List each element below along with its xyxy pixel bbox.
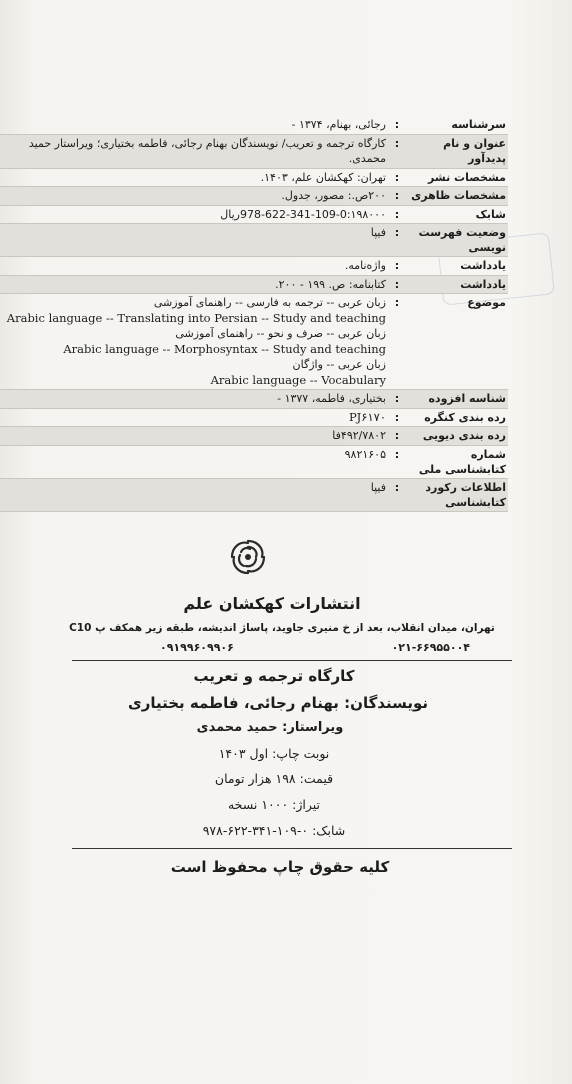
cip-row [0,409,508,428]
cip-row [0,135,508,169]
cip-row-value [0,295,386,388]
cip-row [0,169,508,188]
cip-row-value [0,136,386,167]
colophon-edition: نوبت چاپ: اول ۱۴۰۳ [218,746,330,761]
cip-row-label: مشخصات نشر [428,170,506,184]
cip-row-colon: : [394,447,400,461]
cip-row [0,257,508,276]
cip-row-label: سرشناسه [451,118,506,131]
cip-value-line: 978-622-341-109-0:۱۹۸۰۰۰ریال [220,207,386,221]
publisher-phone-landline: ۰۲۱-۶۶۹۵۵۰۰۴ [391,641,470,654]
cip-value-line: فیپا [370,480,386,494]
cip-row-label: شماره کتابشناسی ملی [418,447,506,476]
copyright-notice: کلیه حقوق چاپ محفوظ است [170,858,390,876]
cip-value-line: رجائی، بهنام، ۱۳۷۴ - [291,118,386,131]
cip-value-line: فیپا [370,226,386,239]
cip-row-label: موضوع [467,296,506,309]
cip-row-label: شابک [475,207,506,221]
cip-row-label: رده بندی کنگره [424,410,506,424]
colophon-editor: ویراستار: حمید محمدی [196,720,344,735]
cip-row-label: وضعیت فهرست نویسی [418,226,506,254]
publisher-phones [160,641,470,654]
cip-row-label: اطلاعات رکورد کتابشناسی [425,480,506,509]
colophon-authors: نویسندگان: بهنام رجائی، فاطمه بختیاری [127,694,429,712]
cip-row-label: مشخصات ظاهری [411,189,506,202]
cip-row-colon: : [394,136,400,150]
cip-value-line: ۹۸۲۱۶۰۵ [344,447,386,461]
cip-row-label: رده بندی دیویی [422,429,506,442]
cip-value-line: زبان عربی -- واژگان [292,358,386,371]
cip-row-colon: : [394,189,400,202]
cip-row [0,294,508,390]
cip-value-line: زبان عربی -- ترجمه به فارسی -- راهنمای آموزشی [153,296,386,309]
cip-value-line: زبان عربی -- صرف و نحو -- راهنمای آموزشی [175,327,386,340]
cip-row-value [0,170,386,186]
cip-row [0,390,508,409]
publisher-name: انتشارات کهکشان علم [183,594,361,613]
publisher-address: تهران، میدان انقلاب، بعد از خ منیری جاوید، پاساژ اندیشه، طبقه زیر همکف پ C10 [69,622,495,634]
cip-value-line: بختیاری، فاطمه، ۱۳۷۷ - [277,392,386,405]
cip-value-line: ۴۹۲/۷۸۰۲فا [332,429,386,442]
divider-bottom [72,848,512,849]
cip-row-colon: : [394,410,400,424]
cip-row-value [0,447,386,463]
colophon-title: کارگاه ترجمه و تعریب [193,667,355,685]
cip-value-line: کارگاه ترجمه و تعریب/ نویسندگان بهنام رجائی، فاطمه بختیاری؛ ویراستار حمید [28,136,386,150]
cip-row-value [0,391,386,407]
cip-row-value [0,207,386,223]
cip-row [0,187,508,206]
cip-row-value [0,428,386,444]
cip-value-line: محمدی. [348,152,386,165]
cip-row-colon: : [394,480,400,494]
publisher-phone-mobile: ۰۹۱۹۹۶۰۹۹۰۶ [160,641,234,654]
cip-row-value [0,188,386,204]
cip-row-colon: : [394,170,400,184]
divider-top [72,660,512,661]
cip-row [0,446,508,479]
cip-row [0,224,508,257]
cip-row-colon: : [394,277,400,291]
cip-row-label: یادداشت [460,277,506,291]
publisher-logo-icon [226,535,270,579]
cip-row-value [0,225,386,241]
cip-value-line: Arabic language -- Translating into Persian -- Study and teaching [6,310,386,325]
cip-row-colon: : [394,207,400,221]
cip-value-line: PJ۶۱۷۰ [348,409,386,424]
cip-row-colon: : [394,118,400,131]
cip-row-colon: : [394,429,400,442]
cip-value-line: کتابنامه: ص. ۱۹۹ - ۲۰۰. [275,277,386,291]
cip-value-line: Arabic language -- Vocabulary [210,372,386,387]
cip-value-line: ۲۰۰ص.: مصور، جدول. [281,189,386,202]
cataloging-in-publication-table [0,116,508,512]
cip-row [0,206,508,225]
cip-row-value [0,277,386,293]
cip-row-value [0,117,386,133]
cip-row-colon: : [394,296,400,309]
colophon-isbn: شابک: ۰-۱۰۹-۳۴۱-۶۲۲-۹۷۸ [202,823,346,838]
cip-row-colon: : [394,392,400,405]
cip-row [0,479,508,512]
cip-row [0,427,508,446]
cip-row-value [0,480,386,496]
cip-row-label: عنوان و نام پدیدآور [443,136,506,165]
cip-row-value [0,410,386,426]
cip-row-value [0,258,386,274]
cip-row-label: یادداشت [460,259,506,272]
cip-value-line: Arabic language -- Morphosyntax -- Study and teaching [63,341,386,356]
colophon-print-run: تیراژ: ۱۰۰۰ نسخه [227,797,321,812]
cip-value-line: تهران: کهکشان علم، ۱۴۰۳. [260,170,386,184]
cip-row-colon: : [394,259,400,272]
cip-value-line: واژه‌نامه. [344,259,386,272]
cip-row [0,116,508,135]
colophon-price: قیمت: ۱۹۸ هزار تومان [214,771,334,786]
cip-row-colon: : [394,226,400,239]
cip-row-label: شناسه افزوده [428,392,506,405]
cip-row [0,276,508,295]
